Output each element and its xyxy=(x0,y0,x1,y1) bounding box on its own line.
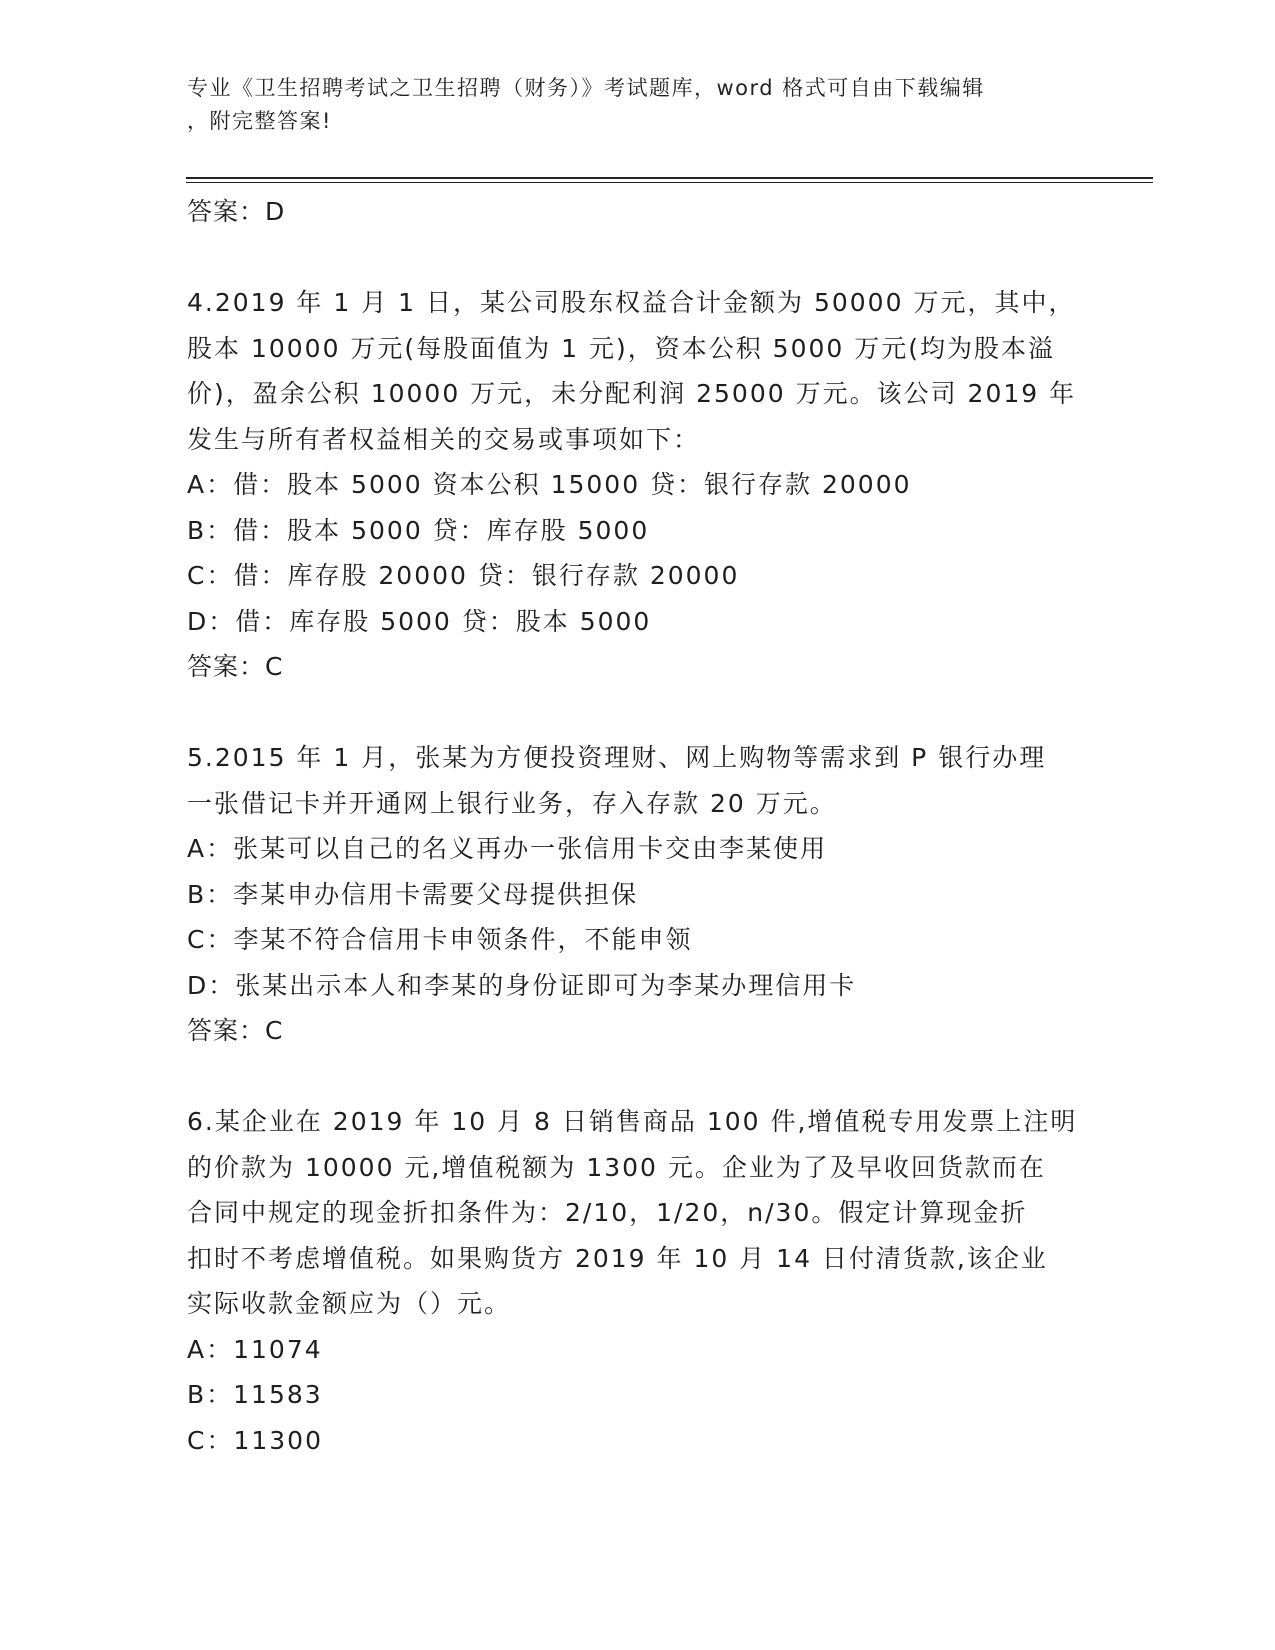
header-divider-thin xyxy=(186,182,1153,183)
question-stem-line: 的价款为 10000 元,增值税额为 1300 元。企业为了及早收回货款而在 xyxy=(187,1152,1046,1182)
option-a: A：11074 xyxy=(187,1334,323,1364)
option-b: B：借：股本 5000 贷：库存股 5000 xyxy=(187,515,650,545)
question-stem-line: 6.某企业在 2019 年 10 月 8 日销售商品 100 件,增值税专用发票上注明 xyxy=(187,1107,1078,1136)
answer: 答案：C xyxy=(187,1016,284,1045)
document-header xyxy=(187,72,1077,138)
question-stem-line: 5.2015 年 1 月，张某为方便投资理财、网上购物等需求到 P 银行办理 xyxy=(187,743,1047,772)
spacer xyxy=(187,235,1087,281)
header-line-2: ，附完整答案! xyxy=(187,109,332,133)
question-stem-line: 股本 10000 万元(每股面值为 1 元)，资本公积 5000 万元(均为股本溢 xyxy=(187,333,1056,363)
question-stem-line: 发生与所有者权益相关的交易或事项如下： xyxy=(187,424,701,454)
option-c: C：李某不符合信用卡申领条件，不能申领 xyxy=(187,925,693,954)
question-stem-line: 价)，盈余公积 10000 万元，未分配利润 25000 万元。该公司 2019 年 xyxy=(187,379,1077,408)
document-body xyxy=(187,189,1087,1463)
question-stem-line: 合同中规定的现金折扣条件为：2/10，1/20，n/30。假定计算现金折 xyxy=(187,1198,1028,1227)
option-a: A：借：股本 5000 资本公积 15000 贷：银行存款 20000 xyxy=(187,470,912,499)
option-b: B：11583 xyxy=(187,1380,323,1409)
option-d: D：张某出示本人和李某的身份证即可为李某办理信用卡 xyxy=(187,970,857,1000)
previous-answer: 答案：D xyxy=(187,197,286,226)
option-c: C：借：库存股 20000 贷：银行存款 20000 xyxy=(187,561,740,590)
option-b: B：李某申办信用卡需要父母提供担保 xyxy=(187,879,639,909)
option-d: D：借：库存股 5000 贷：股本 5000 xyxy=(187,606,652,636)
question-6 xyxy=(187,1099,1087,1463)
answer: 答案：C xyxy=(187,652,284,681)
header-line-1: 专业《卫生招聘考试之卫生招聘（财务）》考试题库，word 格式可自由下载编辑 xyxy=(187,76,985,100)
option-c: C：11300 xyxy=(187,1425,323,1455)
question-stem-line: 4.2019 年 1 月 1 日，某公司股东权益合计金额为 50000 万元，其中， xyxy=(187,288,1076,317)
spacer xyxy=(187,690,1087,736)
option-a: A：张某可以自己的名义再办一张信用卡交由李某使用 xyxy=(187,834,828,863)
question-stem-line: 一张借记卡并开通网上银行业务，存入存款 20 万元。 xyxy=(187,788,837,818)
spacer xyxy=(187,1054,1087,1100)
header-divider xyxy=(186,177,1153,179)
question-4 xyxy=(187,280,1087,690)
question-stem-line: 扣时不考虑增值税。如果购货方 2019 年 10 月 14 日付清货款,该企业 xyxy=(187,1243,1048,1273)
question-stem-line: 实际收款金额应为（）元。 xyxy=(187,1289,512,1318)
question-5 xyxy=(187,735,1087,1054)
